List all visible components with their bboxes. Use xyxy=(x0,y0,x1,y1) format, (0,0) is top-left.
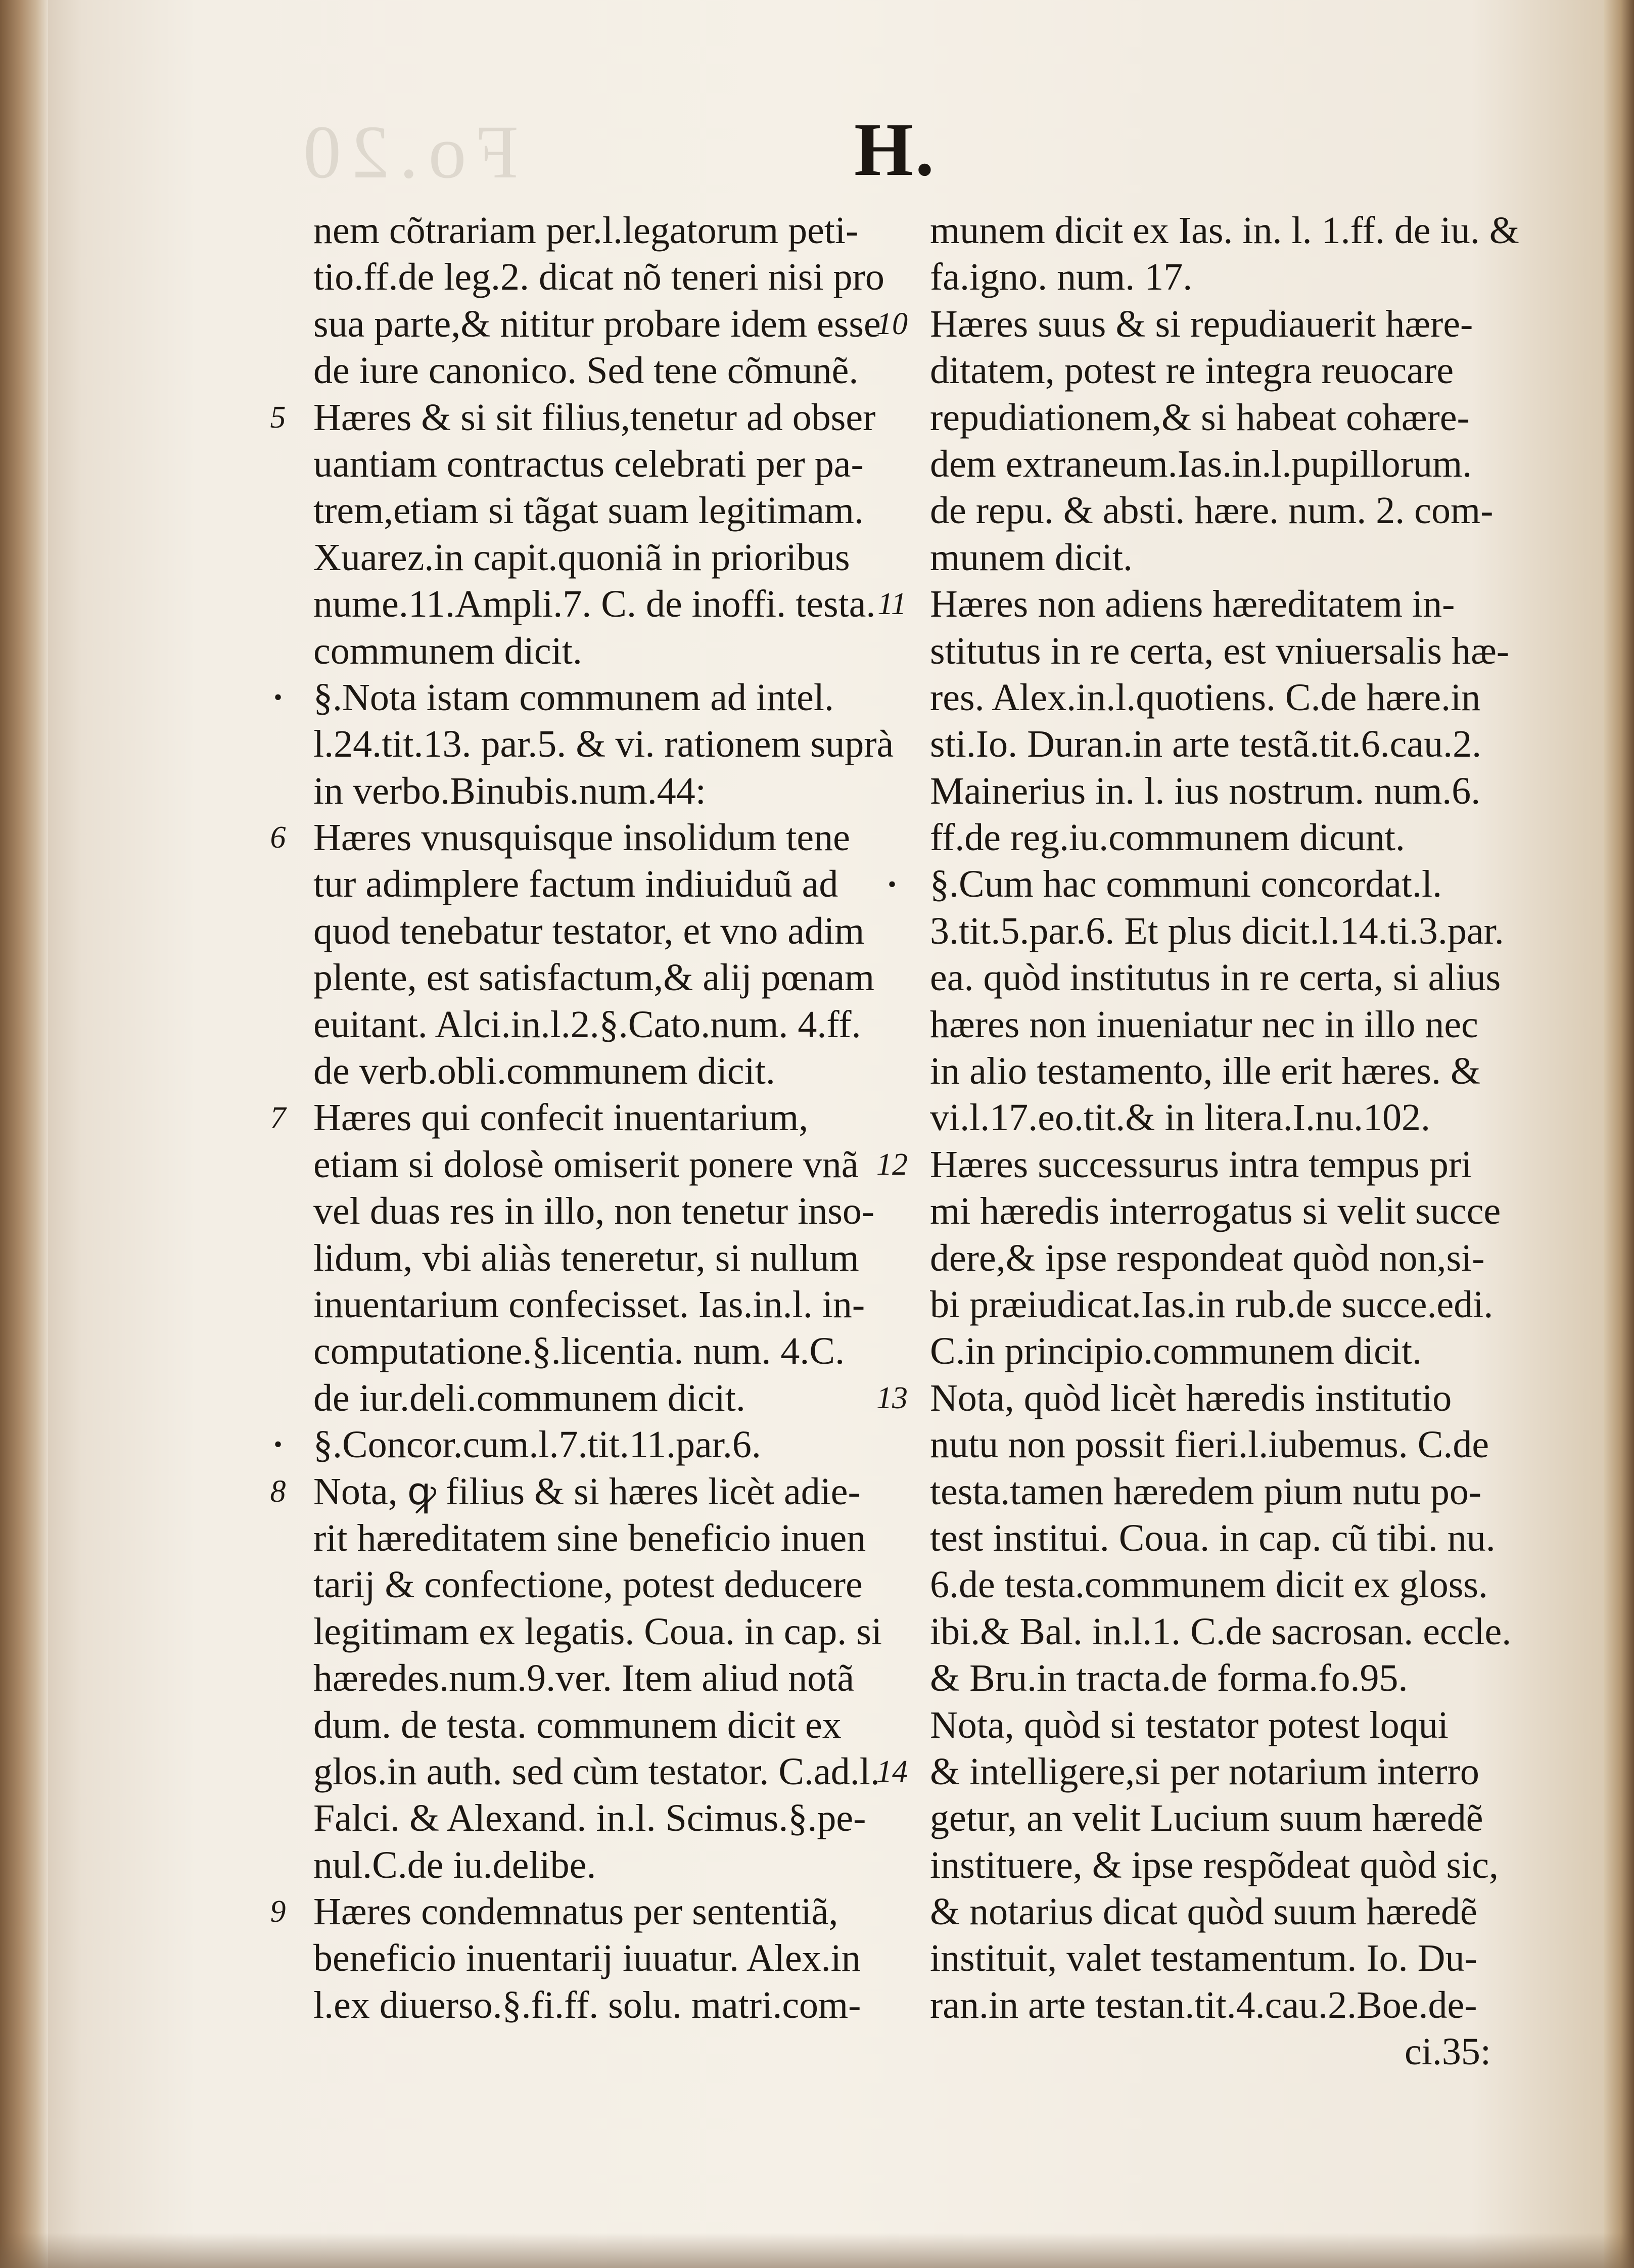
text-line: nume.11.Ampli.7. C. de inoffi. testa. xyxy=(313,583,876,626)
text-line: 3.tit.5.par.6. Et plus dicit.l.14.ti.3.par. xyxy=(930,909,1504,952)
text-line: lidum, vbi aliàs teneretur, si nullum xyxy=(313,1236,859,1279)
text-line: trem,etiam si tãgat suam legitimam. xyxy=(313,489,864,532)
text-line: de iur.deli.communem dicit. xyxy=(313,1376,745,1419)
entry-number-6: 6 xyxy=(270,820,286,855)
text-line: Nota, ꝙ filius & si hæres licèt adie- xyxy=(313,1470,861,1513)
entry-number-7: 7 xyxy=(270,1100,286,1135)
text-line: instituit, valet testamentum. Io. Du- xyxy=(930,1937,1477,1980)
text-line: quod tenebatur testator, et vno adim xyxy=(313,909,865,952)
text-line: dere,& ipse respondeat quòd non,si- xyxy=(930,1236,1485,1279)
entry-number-14: 14 xyxy=(876,1754,908,1789)
entry-number-5: 5 xyxy=(270,400,286,435)
text-line: testa.tamen hæredem pium nutu po- xyxy=(930,1470,1482,1513)
text-line: Xuarez.in capit.quoniã in prioribus xyxy=(313,536,850,579)
text-line: munem dicit ex Ias. in. l. 1.ff. de iu. & xyxy=(930,209,1519,252)
text-line: Falci. & Alexand. in.l. Scimus.§.pe- xyxy=(313,1797,866,1840)
page-edge-right xyxy=(1604,0,1634,2268)
text-line: Hæres non adiens hæreditatem in- xyxy=(930,583,1455,626)
entry-number-12: 12 xyxy=(876,1147,908,1182)
text-line: communem dicit. xyxy=(313,629,582,672)
text-line: etiam si dolosè omiserit ponere vnã xyxy=(313,1143,859,1186)
text-line: §.Cum hac communi concordat.l. xyxy=(930,863,1442,906)
text-line: test institui. Coua. in cap. cũ tibi. nu. xyxy=(930,1516,1496,1559)
entry-number-9: 9 xyxy=(270,1894,286,1929)
text-line: in verbo.Binubis.num.44: xyxy=(313,769,706,812)
text-line: dem extraneum.Ias.in.l.pupillorum. xyxy=(930,442,1472,485)
binding-edge xyxy=(0,0,48,2268)
text-line: Hæres qui confecit inuentarium, xyxy=(313,1096,809,1139)
text-line: Nota, quòd si testator potest loqui xyxy=(930,1703,1449,1746)
text-line: ditatem, potest re integra reuocare xyxy=(930,349,1454,392)
text-line: vel duas res in illo, non tenetur inso- xyxy=(313,1190,875,1233)
text-line: nem cõtrariam per.l.legatorum peti- xyxy=(313,209,859,252)
text-line: ff.de reg.iu.communem dicunt. xyxy=(930,816,1405,859)
text-line: beneficio inuentarij iuuatur. Alex.in xyxy=(313,1937,861,1980)
text-line: C.in principio.communem dicit. xyxy=(930,1330,1422,1373)
text-line: ibi.& Bal. in.l.1. C.de sacrosan. eccle. xyxy=(930,1610,1512,1653)
text-line: §.Concor.cum.l.7.tit.11.par.6. xyxy=(313,1423,761,1466)
text-line: dum. de testa. communem dicit ex xyxy=(313,1703,842,1746)
text-line: vi.l.17.eo.tit.& in litera.I.nu.102. xyxy=(930,1096,1430,1139)
text-line: §.Nota istam communem ad intel. xyxy=(313,676,834,719)
text-line: ran.in arte testan.tit.4.cau.2.Boe.de- xyxy=(930,1983,1477,2026)
text-line: repudiationem,& si habeat cohære- xyxy=(930,396,1470,439)
entry-number-11: 11 xyxy=(877,587,907,622)
text-line: & Bru.in tracta.de forma.fo.95. xyxy=(930,1657,1408,1700)
text-line: ci.35: xyxy=(1405,2030,1491,2073)
text-line: Hæres suus & si repudiauerit hære- xyxy=(930,302,1473,345)
text-line: de repu. & absti. hære. num. 2. com- xyxy=(930,489,1493,532)
text-line: nul.C.de iu.delibe. xyxy=(313,1843,596,1886)
text-line: de verb.obli.communem dicit. xyxy=(313,1050,775,1093)
text-line: hæres non inueniatur nec in illo nec xyxy=(930,1003,1478,1046)
text-line: glos.in auth. sed cùm testator. C.ad.l. xyxy=(313,1750,880,1793)
running-head: H. xyxy=(854,108,937,192)
bullet-marker: • xyxy=(273,1431,283,1458)
text-line: l.ex diuerso.§.fi.ff. solu. matri.com- xyxy=(313,1983,861,2026)
text-line: 6.de testa.communem dicit ex gloss. xyxy=(930,1563,1488,1606)
text-line: Hæres vnusquisque insolidum tene xyxy=(313,816,850,859)
text-line: tio.ff.de leg.2. dicat nõ teneri nisi pro xyxy=(313,256,884,299)
text-line: Hæres condemnatus per sententiã, xyxy=(313,1890,838,1933)
text-line: getur, an velit Lucium suum hæredẽ xyxy=(930,1797,1483,1840)
show-through-folio: Fo.20 xyxy=(293,110,519,194)
text-line: Nota, quòd licèt hæredis institutio xyxy=(930,1376,1452,1419)
text-line: mi hæredis interrogatus si velit succe xyxy=(930,1190,1501,1233)
entry-number-10: 10 xyxy=(876,306,908,341)
text-line: tur adimplere factum indiuiduũ ad xyxy=(313,863,838,906)
text-line: uantiam contractus celebrati per pa- xyxy=(313,442,864,485)
text-line: sti.Io. Duran.in arte testã.tit.6.cau.2. xyxy=(930,723,1482,766)
text-line: munem dicit. xyxy=(930,536,1133,579)
text-line: stitutus in re certa, est vniuersalis hæ- xyxy=(930,629,1510,672)
text-line: legitimam ex legatis. Coua. in cap. si xyxy=(313,1610,882,1653)
text-line: hæredes.num.9.ver. Item aliud notã xyxy=(313,1657,855,1700)
text-line: res. Alex.in.l.quotiens. C.de hære.in xyxy=(930,676,1481,719)
bullet-marker: • xyxy=(888,870,897,898)
text-line: sua parte,& nititur probare idem esse xyxy=(313,302,881,345)
text-line: nutu non possit fieri.l.iubemus. C.de xyxy=(930,1423,1489,1466)
bullet-marker: • xyxy=(273,684,283,711)
text-line: instituere, & ipse respõdeat quòd sic, xyxy=(930,1843,1499,1886)
text-line: Hæres successurus intra tempus pri xyxy=(930,1143,1472,1186)
text-line: & intelligere,si per notarium interro xyxy=(930,1750,1479,1793)
text-line: in alio testamento, ille erit hæres. & xyxy=(930,1050,1481,1093)
text-line: computatione.§.licentia. num. 4.C. xyxy=(313,1330,845,1373)
text-line: Mainerius in. l. ius nostrum. num.6. xyxy=(930,769,1481,812)
text-line: fa.igno. num. 17. xyxy=(930,256,1193,299)
entry-number-8: 8 xyxy=(270,1474,286,1509)
text-line: euitant. Alci.in.l.2.§.Cato.num. 4.ff. xyxy=(313,1003,861,1046)
entry-number-13: 13 xyxy=(876,1381,908,1415)
text-line: de iure canonico. Sed tene cõmunẽ. xyxy=(313,349,859,392)
text-line: Hæres & si sit filius,tenetur ad obser xyxy=(313,396,876,439)
text-line: inuentarium confecisset. Ias.in.l. in- xyxy=(313,1283,865,1326)
text-line: & notarius dicat quòd suum hæredẽ xyxy=(930,1890,1477,1933)
right-text-column xyxy=(930,207,1519,2075)
text-line: ea. quòd institutus in re certa, si alius xyxy=(930,956,1501,999)
page-edge-bottom xyxy=(0,2233,1634,2268)
text-line: plente, est satisfactum,& alij pœnam xyxy=(313,956,875,999)
text-line: rit hæreditatem sine beneficio inuen xyxy=(313,1516,866,1559)
text-line: bi præiudicat.Ias.in rub.de succe.edi. xyxy=(930,1283,1493,1326)
text-line: l.24.tit.13. par.5. & vi. rationem suprà xyxy=(313,723,894,766)
text-line: tarij & confectione, potest deducere xyxy=(313,1563,863,1606)
